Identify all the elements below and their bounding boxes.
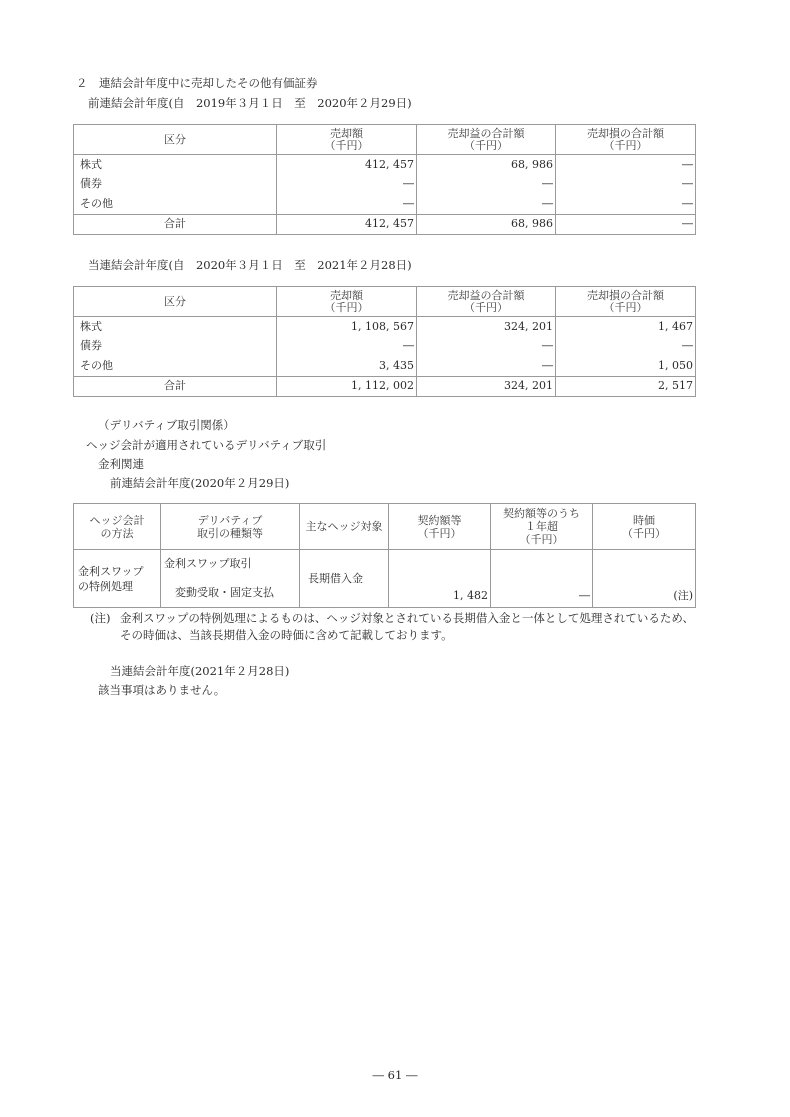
derivatives-section-title: （デリバティブ取引関係） — [98, 418, 235, 432]
total-label: 合計 — [74, 214, 277, 235]
row-loss-total: 1, 050 — [556, 356, 696, 376]
table-total-row — [74, 376, 696, 397]
table-row — [74, 194, 696, 214]
row-category: その他 — [74, 194, 277, 214]
derivatives-table — [73, 503, 696, 608]
table-row — [74, 175, 696, 195]
prior-period-label: 前連結会計年度(自 2019年３月１日 至 2020年２月29日) — [88, 96, 412, 110]
row-sale-amount: ― — [277, 337, 417, 357]
total-label: 合計 — [74, 376, 277, 397]
row-category: 株式 — [74, 317, 277, 337]
total-loss-total: ― — [556, 214, 696, 235]
row-loss-total: ― — [556, 175, 696, 195]
section-heading: ２ 連結会計年度中に売却したその他有価証券 — [76, 76, 318, 90]
row-sale-amount: 412, 457 — [277, 155, 417, 175]
table-row — [74, 550, 696, 608]
row-gain-total: 324, 201 — [417, 317, 556, 337]
column-header-hedged-item: 主なヘッジ対象 — [300, 504, 389, 550]
note-line1: 金利スワップの特例処理によるものは、ヘッジ対象とされている長期借入金と一体として処理されているため、 — [120, 611, 694, 625]
column-header-sale-amount: 売却額 （千円） — [277, 125, 417, 155]
column-header-sale-amount: 売却額 （千円） — [277, 287, 417, 317]
row-loss-total: ― — [556, 337, 696, 357]
column-header-over-one-year: 契約額等のうち １年超 （千円） — [491, 504, 593, 550]
hedge-method-cell: 金利スワップ の特例処理 — [74, 550, 161, 608]
derivative-type-line1: 金利スワップ取引 — [164, 557, 252, 570]
row-gain-total: ― — [417, 194, 556, 214]
hedged-item-cell: 長期借入金 — [300, 550, 389, 608]
contract-amount-cell: 1, 482 — [389, 550, 491, 608]
column-header-gain-total: 売却益の合計額 （千円） — [417, 287, 556, 317]
row-loss-total: ― — [556, 194, 696, 214]
column-header-loss-total: 売却損の合計額 （千円） — [556, 125, 696, 155]
row-category: 株式 — [74, 155, 277, 175]
derivative-type-line2: 変動受取・固定支払 — [175, 586, 274, 599]
column-header-category: 区分 — [74, 287, 277, 317]
derivatives-current-period-text: 該当事項はありません。 — [98, 683, 226, 697]
column-header-fair-value: 時価 （千円） — [593, 504, 696, 550]
derivatives-subtitle: ヘッジ会計が適用されているデリバティブ取引 — [86, 438, 327, 452]
total-gain-total: 324, 201 — [417, 376, 556, 397]
row-sale-amount: ― — [277, 194, 417, 214]
note-label: (注) — [90, 611, 111, 625]
column-header-hedge-method: ヘッジ会計 の方法 — [74, 504, 161, 550]
row-gain-total: ― — [417, 337, 556, 357]
table-row — [74, 317, 696, 337]
row-loss-total: 1, 467 — [556, 317, 696, 337]
table-row — [74, 155, 696, 175]
prior-sales-table — [73, 124, 696, 235]
row-category: 債券 — [74, 337, 277, 357]
current-period-label: 当連結会計年度(自 2020年３月１日 至 2021年２月28日) — [88, 258, 412, 272]
row-gain-total: ― — [417, 175, 556, 195]
row-sale-amount: 3, 435 — [277, 356, 417, 376]
table-total-row — [74, 214, 696, 235]
page-number: ― 61 ― — [372, 1068, 418, 1082]
table-header-row — [74, 287, 696, 317]
table-row — [74, 337, 696, 357]
row-sale-amount: ― — [277, 175, 417, 195]
row-sale-amount: 1, 108, 567 — [277, 317, 417, 337]
row-loss-total: ― — [556, 155, 696, 175]
row-category: 債券 — [74, 175, 277, 195]
derivatives-prior-period-label: 前連結会計年度(2020年２月29日) — [110, 476, 290, 490]
column-header-gain-total: 売却益の合計額 （千円） — [417, 125, 556, 155]
column-header-derivative-type: デリバティブ 取引の種類等 — [161, 504, 300, 550]
column-header-contract-amount: 契約額等 （千円） — [389, 504, 491, 550]
derivative-type-cell — [161, 550, 300, 608]
row-gain-total: 68, 986 — [417, 155, 556, 175]
table-row — [74, 356, 696, 376]
total-loss-total: 2, 517 — [556, 376, 696, 397]
total-gain-total: 68, 986 — [417, 214, 556, 235]
current-sales-table — [73, 286, 696, 397]
column-header-category: 区分 — [74, 125, 277, 155]
total-sale-amount: 412, 457 — [277, 214, 417, 235]
over-one-year-cell: ― — [491, 550, 593, 608]
fair-value-cell: (注) — [593, 550, 696, 608]
total-sale-amount: 1, 112, 002 — [277, 376, 417, 397]
row-gain-total: ― — [417, 356, 556, 376]
note-line2: その時価は、当該長期借入金の時価に含めて記載しております。 — [120, 628, 453, 642]
derivatives-current-period-label: 当連結会計年度(2021年２月28日) — [110, 664, 290, 678]
column-header-loss-total: 売却損の合計額 （千円） — [556, 287, 696, 317]
table-header-row — [74, 504, 696, 550]
row-category: その他 — [74, 356, 277, 376]
table-header-row — [74, 125, 696, 155]
derivatives-category: 金利関連 — [98, 457, 144, 471]
